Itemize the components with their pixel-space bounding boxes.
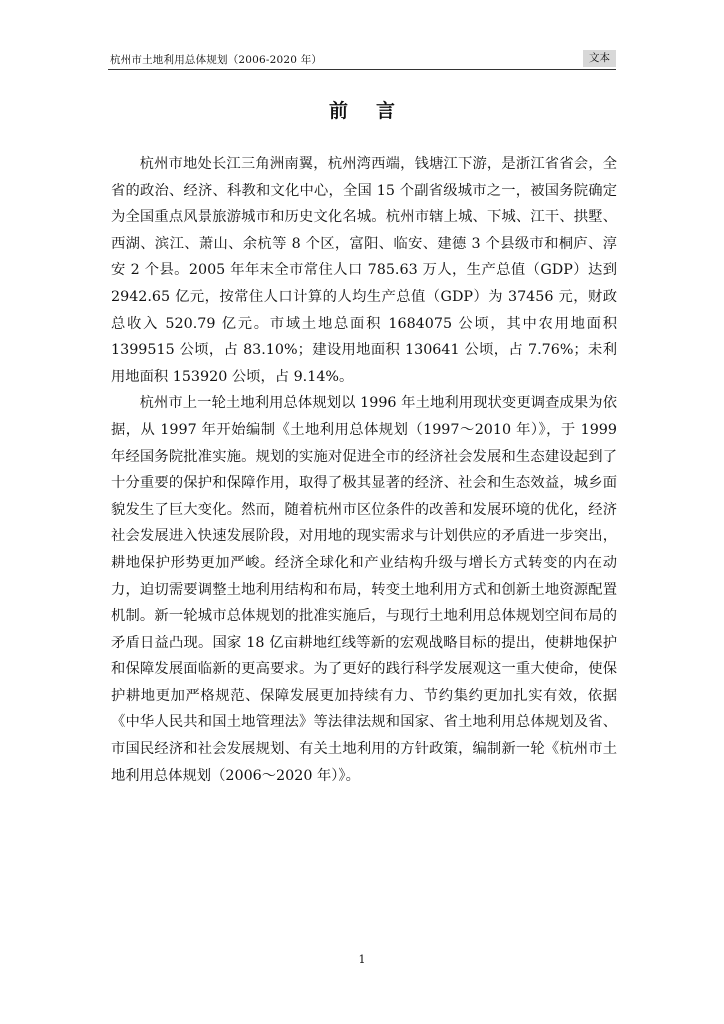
body-text	[111, 151, 617, 789]
page-header	[108, 50, 616, 70]
header-section-badge: 文本	[583, 50, 616, 67]
page-title: 前言	[328, 100, 423, 122]
paragraph-background: 杭州市上一轮土地利用总体规划以 1996 年土地利用现状变更调查成果为依据，从 1997 年开始编制《土地利用总体规划（1997～2010 年）》，于 1999 年经国务院批准实施。规划的实施对促进全市的经济社会发展和生态建设起到了十分重要的保护和保障作用，取得了极其显著的经济、社会和生态效益，城乡面貌发生了巨大变化。然而，随着杭州市区位条件的改善和发展环境的优化，经济社会发展进入快速发展阶段，对用地的现实需求与计划供应的矛盾进一步突出，耕地保护形势更加严峻。经济全球化和产业结构升级与增长方式转变的内在动力，迫切需要调整土地利用结构和布局，转变土地利用方式和创新土地资源配置机制。新一轮城市总体规划的批准实施后，与现行土地利用总体规划空间布局的矛盾日益凸现。国家 18 亿亩耕地红线等新的宏观战略目标的提出，使耕地保护和保障发展面临新的更高要求。为了更好的践行科学发展观这一重大使命，使保护耕地更加严格规范、保障发展更加持续有力、节约集约更加扎实有效，依据《中华人民共和国土地管理法》等法律法规和国家、省土地利用总体规划及省、市国民经济和社会发展规划、有关土地利用的方针政策，编制新一轮《杭州市土地利用总体规划（2006～2020 年）》。	[111, 395, 617, 784]
paragraph-overview: 杭州市地处长江三角洲南翼，杭州湾西端，钱塘江下游，是浙江省省会，全省的政治、经济、科教和文化中心，全国 15 个副省级城市之一，被国务院确定为全国重点风景旅游城市和历史文化名城。杭州市辖上城、下城、江干、拱墅、西湖、滨江、萧山、余杭等 8 个区，富阳、临安、建德 3 个县级市和桐庐、淳安 2 个县。2005 年年末全市常住人口 785.63 万人，生产总值（GDP）达到 2942.65 亿元，按常住人口计算的人均生产总值（GDP）为 37456 元，财政总收入 520.79 亿元。市域土地总面积 1684075 公顷，其中农用地面积 1399515 公顷，占 83.10%；建设用地面积 130641 公顷，占 7.76%；未利用地面积 153920 公顷，占 9.14%。	[111, 156, 617, 385]
page-number: 1	[358, 953, 366, 966]
header-document-title: 杭州市土地利用总体规划（2006-2020 年）	[110, 54, 323, 66]
